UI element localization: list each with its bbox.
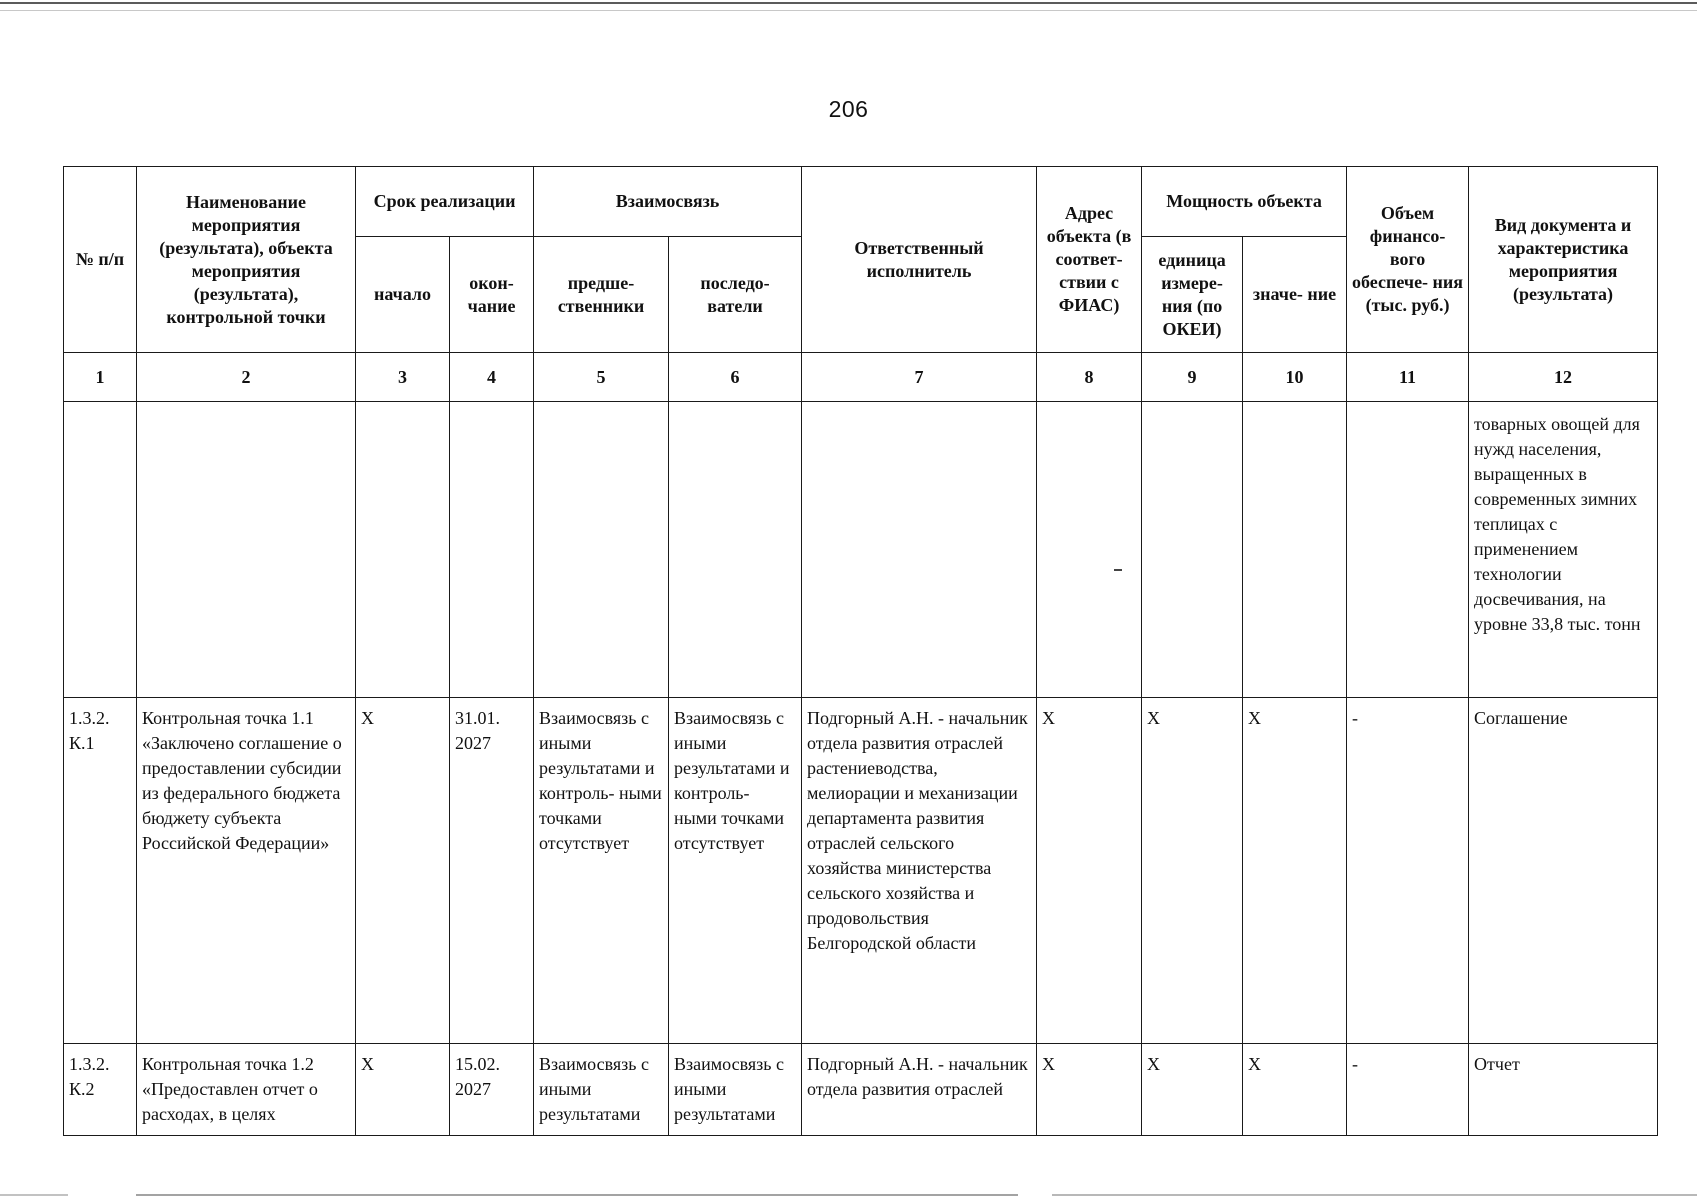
header-capacity: Мощность объекта: [1142, 167, 1347, 237]
col-number: 11: [1347, 353, 1469, 402]
header-address: Адрес объекта (в соответ- ствии с ФИАС): [1037, 167, 1142, 353]
cell-finance: -: [1347, 698, 1469, 1044]
header-executor: Ответственный исполнитель: [802, 167, 1037, 353]
col-number: 6: [669, 353, 802, 402]
cell-start: X: [356, 1044, 450, 1136]
cell-doc: Соглашение: [1469, 698, 1658, 1044]
cell-end: 15.02. 2027: [450, 1044, 534, 1136]
col-number: 2: [137, 353, 356, 402]
cell-value: X: [1243, 1044, 1347, 1136]
cell-value: X: [1243, 698, 1347, 1044]
cell-start: X: [356, 698, 450, 1044]
cell-doc: Отчет: [1469, 1044, 1658, 1136]
cell-num: 1.3.2. К.2: [64, 1044, 137, 1136]
col-number: 8: [1037, 353, 1142, 402]
cell-executor: Подгорный А.Н. - начальник отдела развития отраслей растениеводства, мелиорации и механизации департамента развития отраслей сельского хозяйства министерства сельского хозяйства и продовольствия Белгородской области: [802, 698, 1037, 1044]
scan-top-edge: [0, 2, 1697, 11]
cell-num: 1.3.2. К.1: [64, 698, 137, 1044]
header-value: значе- ние: [1243, 237, 1347, 353]
cell-prev: Взаимосвязь с иными результатами: [534, 1044, 669, 1136]
cell-doc: товарных овощей для нужд населения, выращенных в современных зимних теплицах с применением технологии досвечивания, на уровне 33,8 тыс. тонн: [1469, 402, 1658, 698]
table-row: [64, 402, 1658, 698]
header-num: № п/п: [64, 167, 137, 353]
cell-executor: [802, 402, 1037, 698]
cell-unit: X: [1142, 1044, 1243, 1136]
cell-unit: [1142, 402, 1243, 698]
col-number: 10: [1243, 353, 1347, 402]
cell-next: [669, 402, 802, 698]
header-end: окон- чание: [450, 237, 534, 353]
scan-bottom-edge: [0, 1194, 1697, 1196]
cell-address: X: [1037, 1044, 1142, 1136]
header-period: Срок реализации: [356, 167, 534, 237]
cell-address: X: [1037, 698, 1142, 1044]
cell-next: Взаимосвязь с иными результатами и контроль- ными точками отсутствует: [669, 698, 802, 1044]
cell-next: Взаимосвязь с иными результатами: [669, 1044, 802, 1136]
cell-finance: [1347, 402, 1469, 698]
col-number: 1: [64, 353, 137, 402]
table-row: [64, 1044, 1658, 1136]
page-number: 206: [828, 96, 869, 122]
header-unit: единица измере- ния (по ОКЕИ): [1142, 237, 1243, 353]
cell-prev: [534, 402, 669, 698]
header-finance: Объем финансо- вого обеспече- ния (тыс. руб.): [1347, 167, 1469, 353]
header-prev: предше- ственники: [534, 237, 669, 353]
col-number: 4: [450, 353, 534, 402]
header-link: Взаимосвязь: [534, 167, 802, 237]
header-name: Наименование мероприятия (результата), объекта мероприятия (результата), контрольной точки: [137, 167, 356, 353]
cell-name: Контрольная точка 1.2 «Предоставлен отчет о расходах, в целях: [137, 1044, 356, 1136]
cell-finance: -: [1347, 1044, 1469, 1136]
cell-unit: X: [1142, 698, 1243, 1044]
header-doc: Вид документа и характеристика мероприятия (результата): [1469, 167, 1658, 353]
header-next: последо- ватели: [669, 237, 802, 353]
cell-end: [450, 402, 534, 698]
cell-name: [137, 402, 356, 698]
cell-name: Контрольная точка 1.1 «Заключено соглашение о предоставлении субсидии из федерального бюджета бюджету субъекта Российской Федерации»: [137, 698, 356, 1044]
cell-address: [1037, 402, 1142, 698]
col-number: 5: [534, 353, 669, 402]
cell-num: [64, 402, 137, 698]
header-start: начало: [356, 237, 450, 353]
col-number: 9: [1142, 353, 1243, 402]
cell-executor: Подгорный А.Н. - начальник отдела развития отраслей: [802, 1044, 1037, 1136]
cell-end: 31.01. 2027: [450, 698, 534, 1044]
col-number: 7: [802, 353, 1037, 402]
cell-prev: Взаимосвязь с иными результатами и контроль- ными точками отсутствует: [534, 698, 669, 1044]
cell-start: [356, 402, 450, 698]
col-number: 3: [356, 353, 450, 402]
scan-artifact: [1114, 569, 1122, 571]
table-row: [64, 698, 1658, 1044]
plan-table: [63, 166, 1658, 1136]
cell-value: [1243, 402, 1347, 698]
col-number: 12: [1469, 353, 1658, 402]
